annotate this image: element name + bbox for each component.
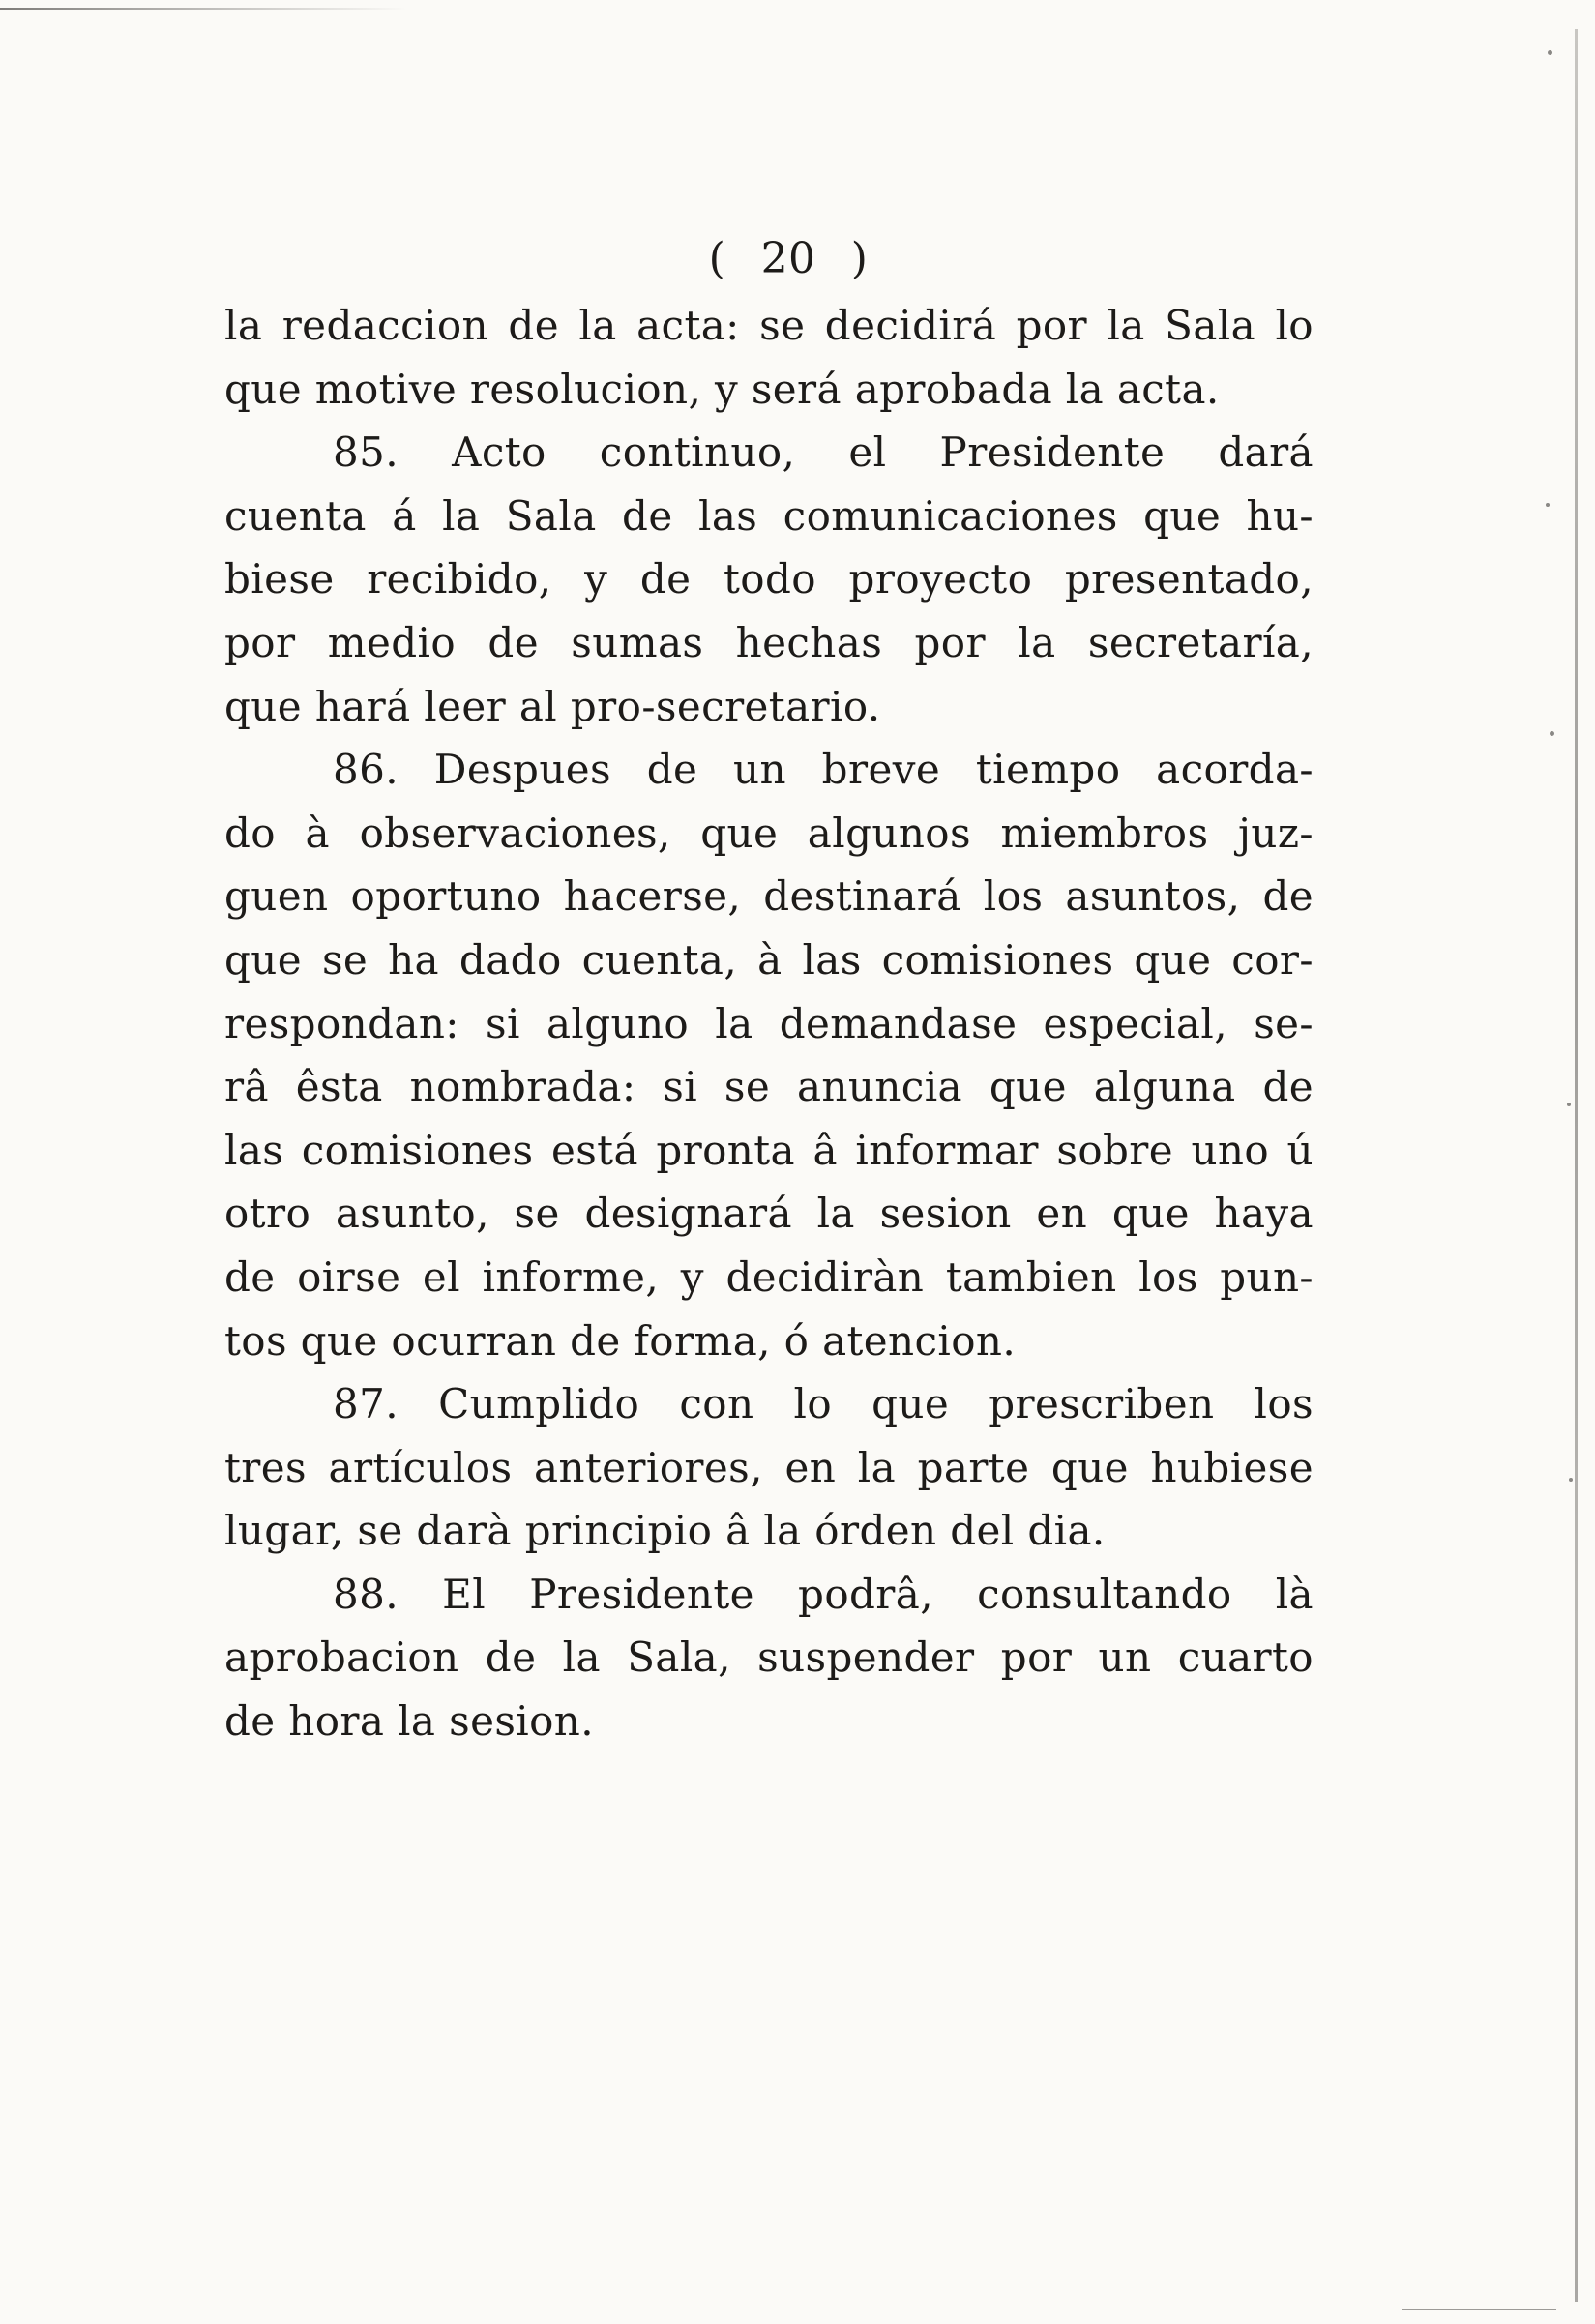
scan-edge-bottom xyxy=(1402,2309,1556,2310)
text-line: biese recibido, y de todo proyecto presentado, xyxy=(224,555,1314,603)
text-line: que se ha dado cuenta, à las comisiones que cor- xyxy=(224,935,1314,984)
text-line: 88. El Presidente podrâ, consultando là xyxy=(333,1570,1314,1618)
text-line: guen oportuno hacerse, destinará los asuntos, de xyxy=(224,872,1314,921)
text-line: tres artículos anteriores, en la parte que hubiese xyxy=(224,1443,1314,1491)
text-line: que hará leer al pro-secretario. xyxy=(224,682,881,730)
page-number-header: ( 20 ) xyxy=(708,234,869,283)
text-line: que motive resolucion, y será aprobada la acta. xyxy=(224,365,1220,413)
text-line: las comisiones está pronta â informar sobre uno ú xyxy=(224,1126,1314,1174)
text-line: lugar, se darà principio â la órden del dia. xyxy=(224,1507,1106,1555)
paper-speck xyxy=(1546,503,1550,507)
paper-speck xyxy=(1550,731,1554,736)
text-line: râ êsta nombrada: si se anuncia que alguna de xyxy=(224,1063,1314,1111)
paragraph-article-88 xyxy=(224,1563,1314,1753)
paragraph-article-87 xyxy=(224,1372,1314,1563)
paragraph-article-86 xyxy=(224,738,1314,1372)
text-line: otro asunto, se designará la sesion en que haya xyxy=(224,1190,1314,1238)
text-line: cuenta á la Sala de las comunicaciones que hu- xyxy=(224,491,1314,540)
paper-speck xyxy=(1567,1103,1571,1106)
text-line: aprobacion de la Sala, suspender por un cuarto xyxy=(224,1633,1314,1682)
text-line: de hora la sesion. xyxy=(224,1697,595,1746)
paragraph-article-85 xyxy=(224,421,1314,738)
paragraph xyxy=(224,294,1314,421)
text-line: por medio de sumas hechas por la secretaría, xyxy=(224,618,1314,666)
text-line: 85. Acto continuo, el Presidente dará xyxy=(333,428,1314,477)
text-line: 87. Cumplido con lo que prescriben los xyxy=(333,1380,1314,1428)
scan-edge-top xyxy=(0,8,406,10)
text-line: 86. Despues de un breve tiempo acorda- xyxy=(333,746,1314,794)
scan-edge-right xyxy=(1575,29,1578,2302)
page-text xyxy=(224,224,1314,1753)
text-line: la redaccion de la acta: se decidirá por la Sala lo xyxy=(224,302,1314,349)
text-line: respondan: si alguno la demandase especial, se- xyxy=(224,999,1314,1047)
text-line: de oirse el informe, y decidiràn tambien los pun- xyxy=(224,1252,1314,1301)
paper-speck xyxy=(1548,50,1552,55)
paper-speck xyxy=(1569,1478,1573,1482)
text-line: tos que ocurran de forma, ó atencion. xyxy=(224,1316,1017,1365)
text-line: do à observaciones, que algunos miembros juz- xyxy=(224,809,1314,857)
